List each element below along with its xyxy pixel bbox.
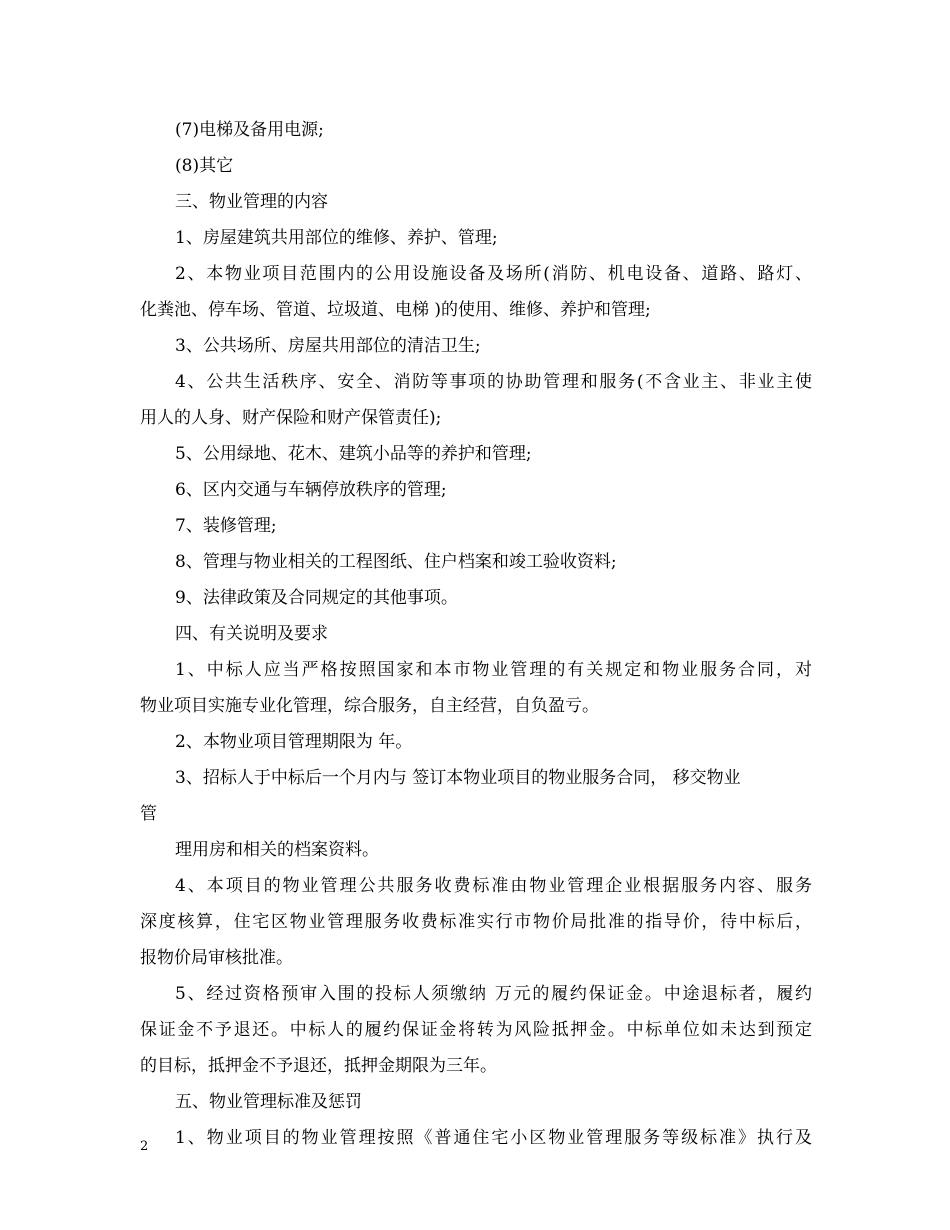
paragraph-line: 2、本物业项目范围内的公用设施设备及场所(消防、机电设备、道路、路灯、 <box>175 264 812 284</box>
section-heading: 四、有关说明及要求 <box>175 624 328 644</box>
list-item: 8、管理与物业相关的工程图纸、住户档案和竣工验收资料; <box>175 552 617 572</box>
paragraph-line: 5、经过资格预审入围的投标人须缴纳 万元的履约保证金。中途退标者，履约 <box>175 984 812 1004</box>
list-item: (7)电梯及备用电源; <box>175 120 324 140</box>
paragraph-line: 保证金不予退还。中标人的履约保证金将转为风险抵押金。中标单位如未达到预定 <box>140 1020 812 1040</box>
list-item: 3、公共场所、房屋共用部位的清洁卫生; <box>175 336 481 356</box>
list-item: (8)其它 <box>175 156 234 176</box>
page-number: 2 <box>140 1139 149 1154</box>
paragraph-line: 1、中标人应当严格按照国家和本市物业管理的有关规定和物业服务合同，对 <box>175 660 812 680</box>
paragraph-line: 1、物业项目的物业管理按照《普通住宅小区物业管理服务等级标准》执行及 <box>175 1128 812 1148</box>
paragraph-line: 深度核算，住宅区物业管理服务收费标准实行市物价局批准的指导价，待中标后， <box>140 912 812 932</box>
list-item: 7、装修管理; <box>175 516 277 536</box>
section-heading: 三、物业管理的内容 <box>175 192 328 212</box>
paragraph-line: 的目标，抵押金不予退还，抵押金期限为三年。 <box>140 1056 497 1076</box>
paragraph-line: 4、公共生活秩序、安全、消防等事项的协助管理和服务(不含业主、非业主使 <box>175 372 812 392</box>
list-item: 2、本物业项目管理期限为 年。 <box>175 732 413 752</box>
list-item: 9、法律政策及合同规定的其他事项。 <box>175 588 458 608</box>
paragraph-line: 物业项目实施专业化管理，综合服务，自主经营，自负盈亏。 <box>140 696 599 716</box>
paragraph-line: 化粪池、停车场、管道、垃圾道、电梯 )的使用、维修、养护和管理; <box>140 300 651 320</box>
paragraph-line: 4、本项目的物业管理公共服务收费标准由物业管理企业根据服务内容、服务 <box>175 876 812 896</box>
section-heading: 五、物业管理标准及惩罚 <box>175 1092 362 1112</box>
paragraph-line: 理用房和相关的档案资料。 <box>175 840 379 860</box>
paragraph-line: 3、招标人于中标后一个月内与 签订本物业项目的物业服务合同， 移交物业 <box>175 768 741 788</box>
list-item: 1、房屋建筑共用部位的维修、养护、管理; <box>175 228 498 248</box>
paragraph-line: 管 <box>140 804 157 824</box>
document-body <box>140 112 812 1156</box>
list-item: 5、公用绿地、花木、建筑小品等的养护和管理; <box>175 444 532 464</box>
list-item: 6、区内交通与车辆停放秩序的管理; <box>175 480 447 500</box>
paragraph-line: 报物价局审核批准。 <box>140 948 293 968</box>
paragraph-line: 用人的人身、财产保险和财产保管责任); <box>140 408 442 428</box>
